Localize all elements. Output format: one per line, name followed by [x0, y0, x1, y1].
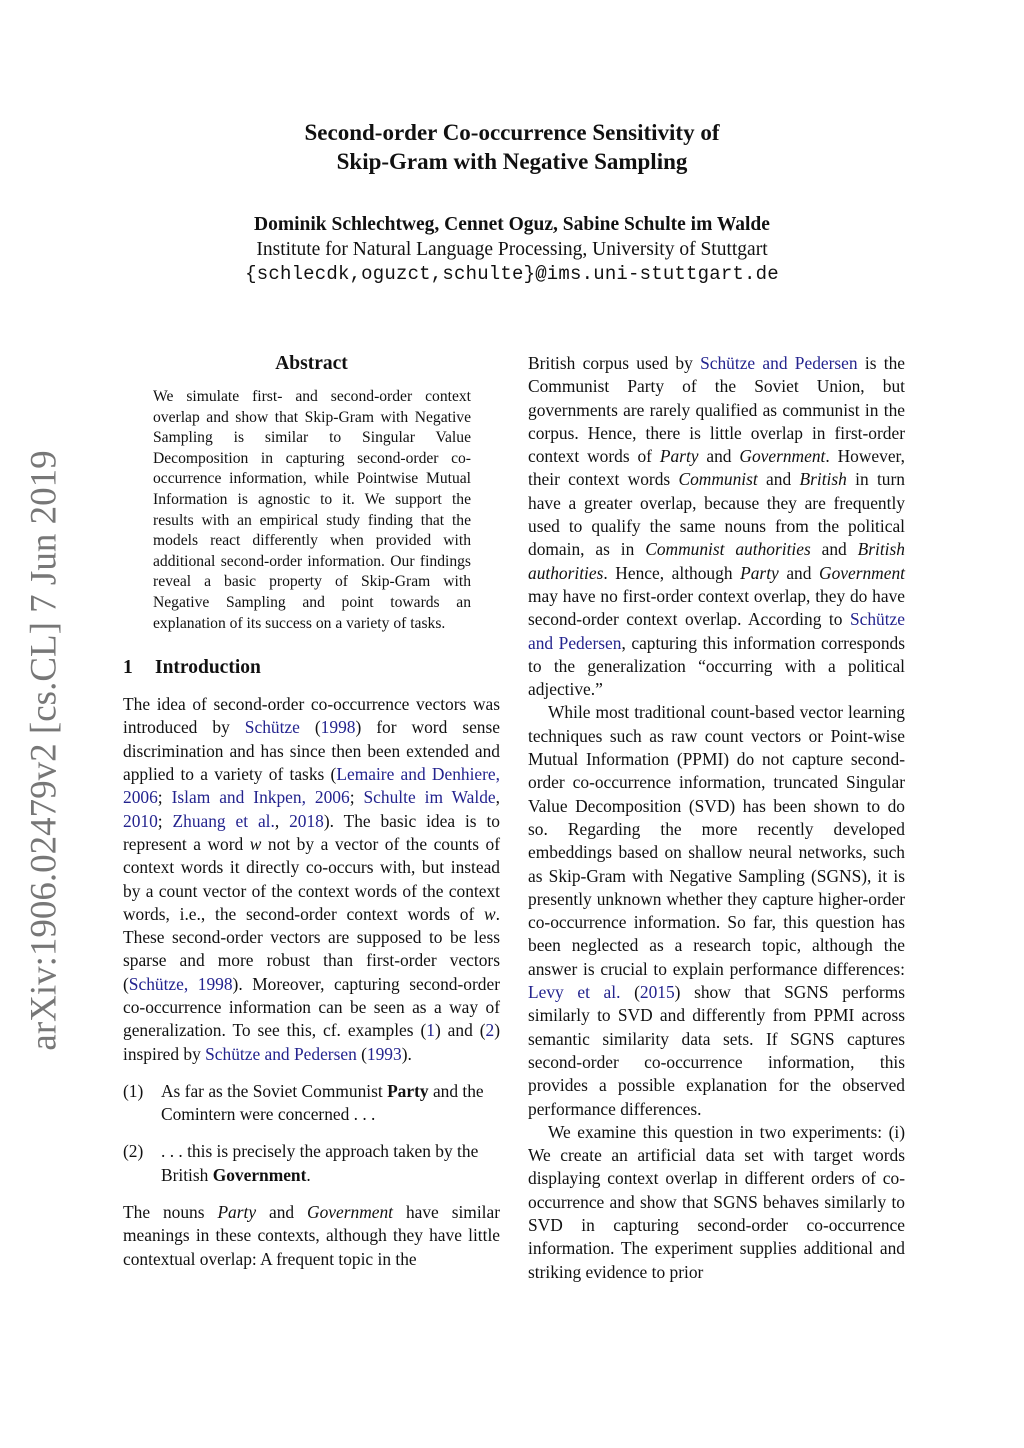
- paper-title: [0, 118, 1024, 176]
- citation-link[interactable]: Levy et al.: [528, 982, 621, 1003]
- citation-link[interactable]: Schütze and Pedersen: [528, 609, 905, 653]
- citation-link[interactable]: Zhuang et al.: [172, 810, 275, 831]
- title-line-1: Second-order Co-occurrence Sensitivity of: [304, 120, 720, 145]
- example-ref-link[interactable]: 1: [426, 1020, 435, 1041]
- math-variable: w: [484, 903, 496, 924]
- title-line-2: Skip-Gram with Negative Sampling: [336, 149, 688, 174]
- example-ref-link[interactable]: 2: [485, 1020, 495, 1041]
- citation-link[interactable]: Schütze: [244, 717, 300, 738]
- section-title: Introduction: [155, 657, 261, 679]
- affiliation: Institute for Natural Language Processing, University of Stuttgart: [256, 239, 768, 260]
- citation-link[interactable]: 2015: [639, 982, 675, 1003]
- citation-link[interactable]: 2010: [123, 810, 158, 831]
- citation-link[interactable]: Schütze and Pedersen: [700, 353, 858, 373]
- abstract-heading: Abstract: [275, 353, 348, 374]
- citation-link[interactable]: Islam and Inkpen, 2006: [171, 787, 350, 808]
- author-names: Dominik Schlechtweg, Cennet Oguz, Sabine Schulte im Walde: [254, 214, 770, 235]
- abstract-text: We simulate first- and second-order context overlap and show that Skip-Gram with Negative Sampling is similar to Singular Value Decomposition in capturing second-order co-occurrence information, while Pointwise Mutual Information is agnostic to it. We support the results with an empirical study finding that the models react differently when provided with additional second-order information. Our findings reveal a basic property of Skip-Gram with Negative Sampling and point towards an explanation of its success on a variety of tasks.: [153, 388, 471, 632]
- example-number: (1): [123, 1080, 144, 1101]
- intro-paragraph-1: The idea of second-order co-occurrence vectors was introduced by Schütze (1998) for word sense discrimination and has since then been extended and applied to a variety of tasks (Lemaire and Denhiere, 2006; Islam and Inkpen, 2006; Schulte im Walde, 2010; Zhuang et al., 2018). The basic idea is to represent a word w not by a vector of the counts of context words it directly co-occurs with, but instead by a count vector of the context words of the context words, i.e., the second-order context words of w. These second-order vectors are supposed to be less sparse and more robust than first-order vectors (Schütze, 1998). Moreover, capturing second-order co-occurrence information can be seen as a way of generalization. To see this, cf. examples (1) and (2) inspired by Schütze and Pedersen (1993).: [123, 694, 501, 1064]
- author-emails: {schlecdk,oguzct,schulte}@ims.uni-stuttgart.de: [245, 263, 779, 285]
- intro-paragraph-2: The nouns Party and Government have similar meanings in these contexts, although they have little contextual overlap: A frequent topic in the: [123, 1202, 500, 1269]
- citation-link[interactable]: Schütze and Pedersen: [205, 1043, 357, 1064]
- arxiv-stamp: [14, 449, 74, 1051]
- arxiv-stamp-text: arXiv:1906.02479v2 [cs.CL] 7 Jun 2019: [23, 449, 65, 1051]
- citation-link[interactable]: 1993: [366, 1043, 402, 1064]
- example-2: [123, 1140, 500, 1187]
- left-column: [123, 352, 500, 1271]
- citation-link[interactable]: 2018: [289, 810, 324, 831]
- right-paragraph-1: British corpus used by Schütze and Pedersen is the Communist Party of the Soviet Union, but governments are rarely qualified as communist in the corpus. Hence, there is little overlap in first-order context words of Party and Government. However, their context words Communist and British in turn have a greater overlap, because they are frequently used to qualify the same nouns from the political domain, as in Communist authorities and British authorities. Hence, although Party and Government may have no first-order context overlap, they do have second-order context overlap. According to Schütze and Pedersen, capturing this information corresponds to the generalization “occurring with a political adjective.”: [528, 353, 905, 700]
- citation-link[interactable]: Schütze, 1998: [128, 973, 233, 994]
- section-heading: [123, 656, 500, 680]
- citation-link[interactable]: Schulte im Walde: [363, 787, 496, 808]
- right-paragraph-2: While most traditional count-based vector learning techniques such as raw count vectors or Point-wise Mutual Information (PPMI) do not capture second-order co-occurrence information, truncated Singular Value Decomposition (SVD) has been shown to do so. Regarding the more recently developed embeddings based on shallow neural networks, such as Skip-Gram with Negative Sampling (SGNS), it is presently unknown whether they capture higher-order co-occurrence information. So far, this question has been neglected as a research topic, although the answer is crucial to explain performance differences: Levy et al. (2015) show that SGNS performs similarly to SVD and differently from PPMI across semantic similarity data sets. If SGNS captures second-order co-occurrence information, this provides a possible explanation for the observed performance differences.: [528, 702, 905, 1119]
- citation-link[interactable]: Lemaire and Denhiere, 2006: [123, 764, 500, 808]
- example-1: [123, 1080, 500, 1127]
- example-text: . . . this is precisely the approach taken by the British Government.: [161, 1141, 479, 1185]
- example-number: (2): [123, 1141, 144, 1162]
- author-block: [0, 212, 1024, 287]
- example-text: As far as the Soviet Communist Party and the Comintern were concerned . . .: [161, 1080, 484, 1125]
- math-variable: w: [249, 833, 262, 854]
- section-number: 1: [123, 657, 133, 679]
- right-paragraph-3: We examine this question in two experiments: (i) We create an artificial data set with target words displaying context overlap in different orders of co-occurrence and show that SGNS behaves similarly to SVD in capturing second-order co-occurrence information. The experiment supplies additional and striking evidence to prior: [528, 1121, 905, 1282]
- citation-link[interactable]: 1998: [320, 717, 356, 738]
- right-column: [528, 352, 905, 1284]
